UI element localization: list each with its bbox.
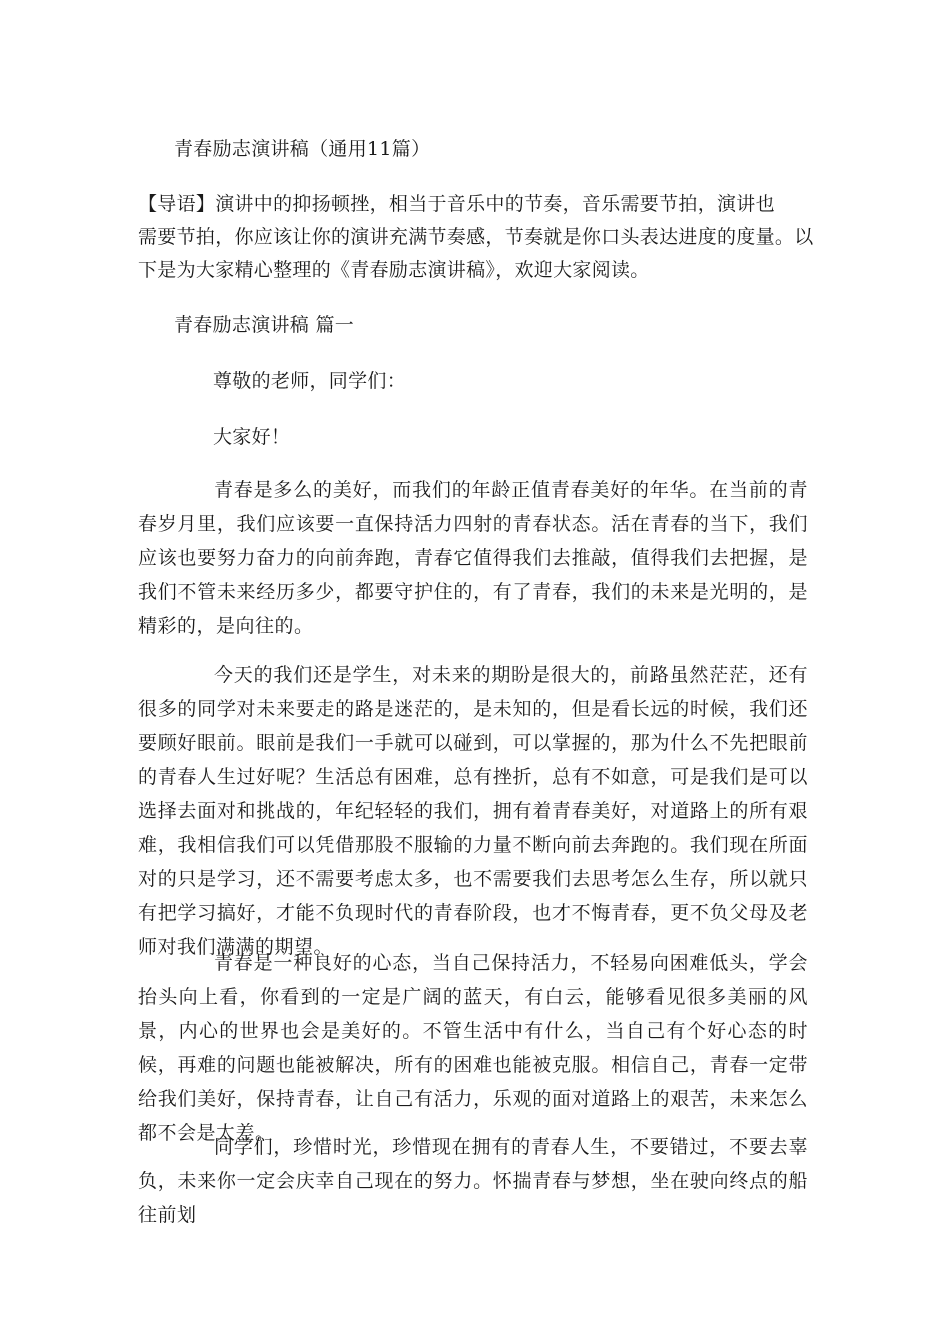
document-title: 青春励志演讲稿（通用11篇）: [174, 138, 431, 160]
intro-line-2: 需要节拍，你应该让你的演讲充满节奏感，节奏就是你口头表达进度的度量。以: [138, 226, 814, 248]
paragraph-2: 今天的我们还是学生，对未来的期盼是很大的，前路虽然茫茫，还有很多的同学对未来要走的路是迷茫的，是未知的，但是看长远的时候，我们还要顾好眼前。眼前是我们一手就可以碰到，可以掌握的，那为什么不先把眼前的青春人生过好呢？生活总有困难，总有挫折，总有不如意，可是我们是可以选择去面对和挑战的，年纪轻轻的我们，拥有着青春美好，对道路上的所有艰难，我相信我们可以凭借那股不服输的力量不断向前去奔跑的。我们现在所面对的只是学习，还不需要考虑太多，也不需要我们去思考怎么生存，所以就只有把学习搞好，才能不负现时代的青春阶段，也才不悔青春，更不负父母及老师对我们满满的期望。: [138, 664, 808, 958]
paragraph-1: 青春是多么的美好，而我们的年龄正值青春美好的年华。在当前的青春岁月里，我们应该要一直保持活力四射的青春状态。活在青春的当下，我们应该也要努力奋力的向前奔跑，青春它值得我们去推敲，值得我们去把握，是我们不管未来经历多少，都要守护住的，有了青春，我们的未来是光明的，是精彩的，是向往的。: [138, 479, 808, 637]
intro-line-1: 【导语】演讲中的抑扬顿挫，相当于音乐中的节奏，音乐需要节拍，演讲也: [138, 193, 775, 215]
section-heading: 青春励志演讲稿 篇一: [174, 314, 355, 336]
salutation: 尊敬的老师，同学们：: [213, 370, 407, 392]
greeting: 大家好！: [213, 426, 291, 448]
paragraph-3: 青春是一种良好的心态，当自己保持活力，不轻易向困难低头，学会抬头向上看，你看到的一定是广阔的蓝天，有白云，能够看见很多美丽的风景，内心的世界也会是美好的。不管生活中有什么，当自己有个好心态的时候，再难的问题也能被解决，所有的困难也能被克服。相信自己，青春一定带给我们美好，保持青春，让自己有活力，乐观的面对道路上的艰苦，未来怎么都不会是太差。: [138, 952, 808, 1144]
paragraph-4: 同学们，珍惜时光，珍惜现在拥有的青春人生，不要错过，不要去辜负，未来你一定会庆幸自己现在的努力。怀揣青春与梦想，坐在驶向终点的船往前划: [138, 1136, 808, 1226]
intro-line-3: 下是为大家精心整理的《青春励志演讲稿》，欢迎大家阅读。: [138, 259, 650, 281]
